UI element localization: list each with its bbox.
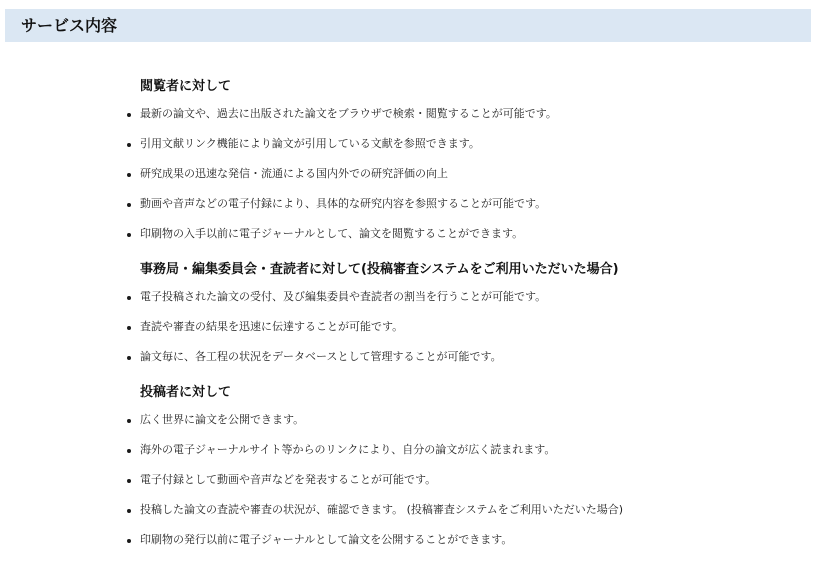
bullet-icon	[127, 296, 131, 300]
list-item	[127, 136, 480, 152]
list-item-text: 最新の論文や、過去に出版された論文をブラウザで検索・閲覧することが可能です。	[140, 107, 557, 120]
list-item	[127, 196, 546, 212]
bullet-icon	[127, 356, 131, 360]
bullet-icon	[127, 143, 131, 147]
list-item	[127, 289, 546, 305]
list-item-text: 電子投稿された論文の受付、及び編集委員や査読者の割当を行うことが可能です。	[140, 290, 547, 303]
bullet-icon	[127, 479, 131, 483]
section-heading-editors: 事務局・編集委員会・査読者に対して(投稿審査システムをご利用いただいた場合)	[140, 262, 619, 277]
list-item-text: 引用文献リンク機能により論文が引用している文献を参照できます。	[140, 137, 480, 150]
bullet-icon	[127, 419, 131, 423]
list-item	[127, 412, 304, 428]
list-item-text: 論文毎に、各工程の状況をデータベースとして管理することが可能です。	[140, 350, 502, 363]
bullet-icon	[127, 326, 131, 330]
list-item	[127, 472, 436, 488]
list-item-text: 動画や音声などの電子付録により、具体的な研究内容を参照することが可能です。	[140, 197, 547, 210]
section-heading-authors: 投稿者に対して	[140, 385, 232, 400]
list-item	[127, 349, 502, 365]
list-item	[127, 319, 403, 335]
list-item-text: 査読や審査の結果を迅速に伝達することが可能です。	[140, 320, 404, 333]
bullet-icon	[127, 113, 131, 117]
list-item-text: 研究成果の迅速な発信・流通による国内外での研究評価の向上	[140, 167, 448, 180]
list-item-text: 電子付録として動画や音声などを発表することが可能です。	[140, 473, 437, 486]
bullet-icon	[127, 173, 131, 177]
list-item-text: 印刷物の入手以前に電子ジャーナルとして、論文を閲覧することができます。	[140, 227, 524, 240]
list-item	[127, 502, 623, 518]
list-item	[127, 166, 448, 182]
bullet-icon	[127, 449, 131, 453]
list-item	[127, 532, 512, 548]
list-item-text: 広く世界に論文を公開できます。	[140, 413, 305, 426]
list-item-text: 印刷物の発行以前に電子ジャーナルとして論文を公開することができます。	[140, 533, 513, 546]
bullet-icon	[127, 203, 131, 207]
section-heading-readers: 閲覧者に対して	[140, 79, 232, 94]
bullet-icon	[127, 539, 131, 543]
list-item	[127, 226, 523, 242]
bullet-icon	[127, 509, 131, 513]
section-header-bar	[5, 9, 811, 42]
list-item	[127, 442, 555, 458]
page-title: サービス内容	[21, 16, 118, 35]
bullet-icon	[127, 233, 131, 237]
list-item	[127, 106, 557, 122]
list-item-text: 投稿した論文の査読や審査の状況が、確認できます。 (投稿審査システムをご利用いただいた場合)	[140, 503, 624, 516]
list-item-text: 海外の電子ジャーナルサイト等からのリンクにより、自分の論文が広く読まれます。	[140, 443, 556, 456]
